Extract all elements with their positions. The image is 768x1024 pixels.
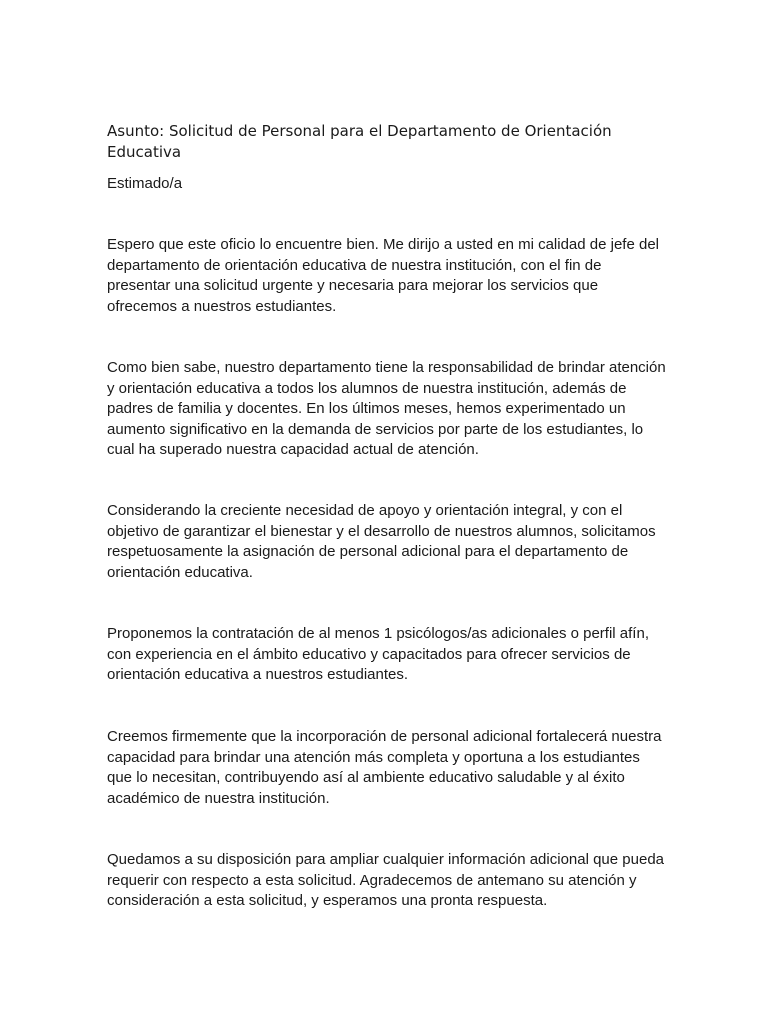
greeting: Estimado/a <box>107 175 183 192</box>
paragraph-request: Considerando la creciente necesidad de apoyo y orientación integral, y con el objetivo de garantizar el bienestar y el desarrollo de nuestros alumnos, solicitamos respetuosamente la asignación de personal adicional para el departamento de orientación educativa. <box>107 502 656 581</box>
paragraph-closing: Quedamos a su disposición para ampliar cualquier información adicional que pueda requerir con respecto a esta solicitud. Agradecemos de antemano su atención y consideración a esta solicitud, y esperamos una pronta respuesta. <box>107 851 664 909</box>
subject-line: Asunto: Solicitud de Personal para el Departamento de Orientación Educativa <box>107 122 612 161</box>
paragraph-context: Como bien sabe, nuestro departamento tiene la responsabilidad de brindar atención y orientación educativa a todos los alumnos de nuestra institución, además de padres de familia y docentes. En los últimos meses, hemos experimentado un aumento significativo en la demanda de servicios por parte de los estudiantes, lo cual ha superado nuestra capacidad actual de atención. <box>107 359 666 458</box>
paragraph-justification: Creemos firmemente que la incorporación de personal adicional fortalecerá nuestra capacidad para brindar una atención más completa y oportuna a los estudiantes que lo necesitan, contribuyendo así al ambiente educativo saludable y al éxito académico de nuestra institución. <box>107 728 662 807</box>
paragraph-proposal: Proponemos la contratación de al menos 1 psicólogos/as adicionales o perfil afín, con experiencia en el ámbito educativo y capacitados para ofrecer servicios de orientación educativa a nuestros estudiantes. <box>107 625 649 683</box>
paragraph-introduction: Espero que este oficio lo encuentre bien. Me dirijo a usted en mi calidad de jefe del departamento de orientación educativa de nuestra institución, con el fin de presentar una solicitud urgente y necesaria para mejorar los servicios que ofrecemos a nuestros estudiantes. <box>107 236 660 315</box>
